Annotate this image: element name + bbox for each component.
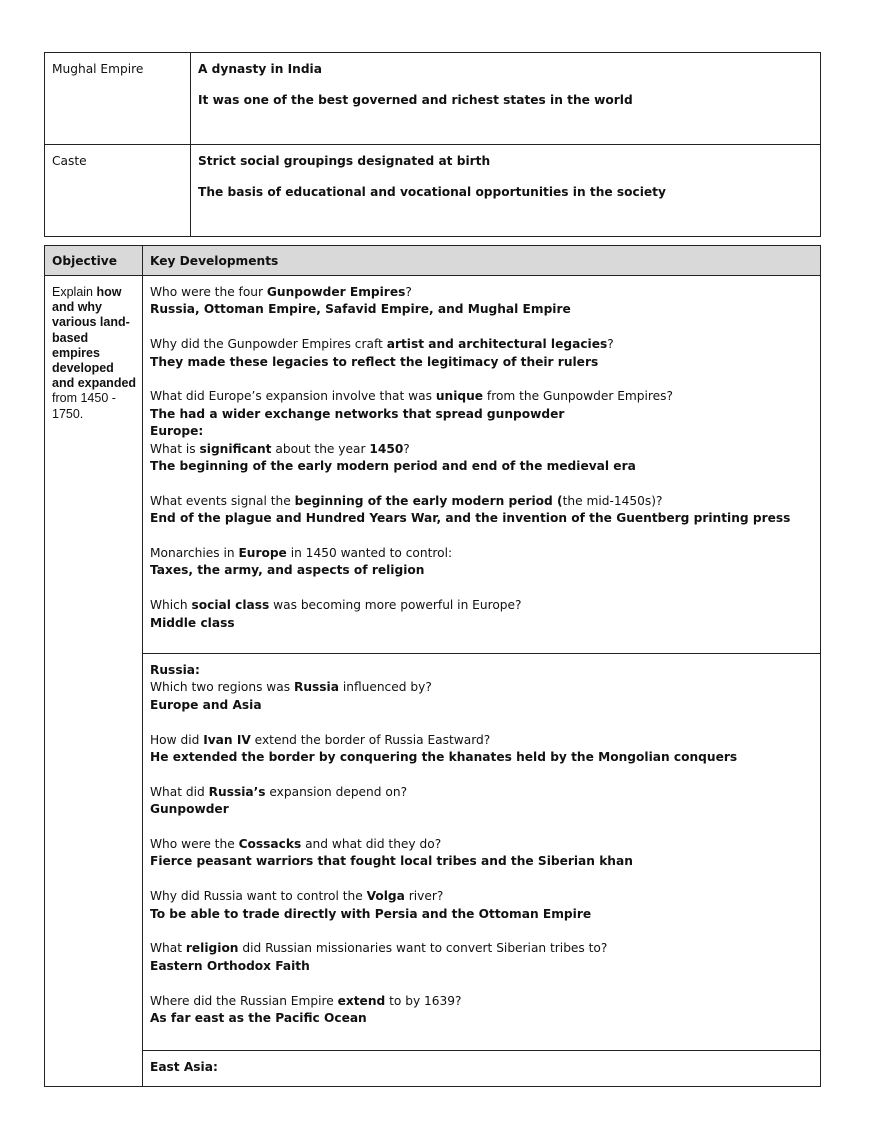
vocab-definition	[191, 53, 821, 145]
question: What events signal the beginning of the early modern period (the mid-1450s)?	[150, 493, 663, 508]
definition-line: Strict social groupings designated at birth	[198, 154, 491, 168]
answer: The had a wider exchange networks that spread gunpowder	[150, 406, 565, 421]
qa-item	[150, 493, 813, 528]
section-russia	[143, 654, 821, 1051]
answer: Europe:	[150, 424, 204, 439]
qa-item	[150, 388, 813, 440]
vocab-table	[44, 52, 821, 237]
qa-item	[150, 888, 813, 923]
answer: End of the plague and Hundred Years War, and the invention of the Guentberg printing press	[150, 511, 791, 526]
objective-bold-text: how and why various land-based empires developed and expanded	[52, 285, 137, 391]
qa-item	[150, 784, 813, 819]
section-heading: Russia:	[150, 663, 200, 677]
content-row	[45, 1051, 821, 1087]
answer: They made these legacies to reflect the legitimacy of their rulers	[150, 354, 599, 369]
answer: He extended the border by conquering the khanates held by the Mongolian conquers	[150, 750, 738, 765]
answer: Middle class	[150, 615, 235, 630]
definition-line: A dynasty in India	[198, 62, 322, 76]
qa-item	[150, 441, 813, 476]
qa-item	[150, 597, 813, 632]
vocab-term: Caste	[45, 145, 191, 237]
objective-text: from 1450 - 1750.	[52, 391, 116, 421]
answer: Europe and Asia	[150, 697, 262, 712]
definition-line: It was one of the best governed and richest states in the world	[198, 93, 633, 107]
question: Where did the Russian Empire extend to by 1639?	[150, 993, 462, 1008]
content-row	[45, 276, 821, 654]
definition-line: The basis of educational and vocational opportunities in the society	[198, 185, 666, 199]
vocab-term: Mughal Empire	[45, 53, 191, 145]
answer: Taxes, the army, and aspects of religion	[150, 563, 425, 578]
question: Who were the Cossacks and what did they do?	[150, 837, 442, 852]
answer: To be able to trade directly with Persia and the Ottoman Empire	[150, 906, 592, 921]
objective-cell	[45, 276, 143, 1087]
section-heading: East Asia:	[150, 1060, 218, 1074]
vocab-row	[45, 53, 821, 145]
question: What did Europe’s expansion involve that was unique from the Gunpowder Empires?	[150, 389, 673, 404]
header-row	[45, 246, 821, 276]
answer: Russia, Ottoman Empire, Safavid Empire, and Mughal Empire	[150, 302, 571, 317]
key-developments-header: Key Developments	[143, 246, 821, 276]
question: What did Russia’s expansion depend on?	[150, 784, 408, 799]
question: How did Ivan IV extend the border of Russia Eastward?	[150, 732, 491, 747]
answer: Fierce peasant warriors that fought local tribes and the Siberian khan	[150, 854, 633, 869]
vocab-definition	[191, 145, 821, 237]
section-general	[143, 276, 821, 654]
answer: As far east as the Pacific Ocean	[150, 1011, 367, 1026]
question: Why did the Gunpowder Empires craft artist and architectural legacies?	[150, 337, 614, 352]
objective-text: Explain	[52, 285, 97, 299]
qa-item	[150, 284, 813, 319]
question: What religion did Russian missionaries want to convert Siberian tribes to?	[150, 941, 608, 956]
question: Which social class was becoming more powerful in Europe?	[150, 598, 522, 613]
question: What is significant about the year 1450?	[150, 441, 410, 456]
answer: The beginning of the early modern period and end of the medieval era	[150, 459, 636, 474]
answer: Gunpowder	[150, 802, 229, 817]
qa-item	[150, 836, 813, 871]
qa-item	[150, 940, 813, 975]
qa-item	[150, 732, 813, 767]
question: Why did Russia want to control the Volga river?	[150, 889, 444, 904]
question: Monarchies in Europe in 1450 wanted to control:	[150, 546, 453, 561]
question: Which two regions was Russia influenced by?	[150, 680, 432, 695]
section-east-asia	[143, 1051, 821, 1087]
qa-item	[150, 993, 813, 1028]
question: Who were the four Gunpowder Empires?	[150, 285, 412, 299]
qa-item	[150, 679, 813, 714]
qa-item	[150, 336, 813, 371]
objective-header: Objective	[45, 246, 143, 276]
objective-table	[44, 245, 821, 1087]
vocab-row	[45, 145, 821, 237]
answer: Eastern Orthodox Faith	[150, 958, 310, 973]
qa-item	[150, 545, 813, 580]
content-row	[45, 654, 821, 1051]
